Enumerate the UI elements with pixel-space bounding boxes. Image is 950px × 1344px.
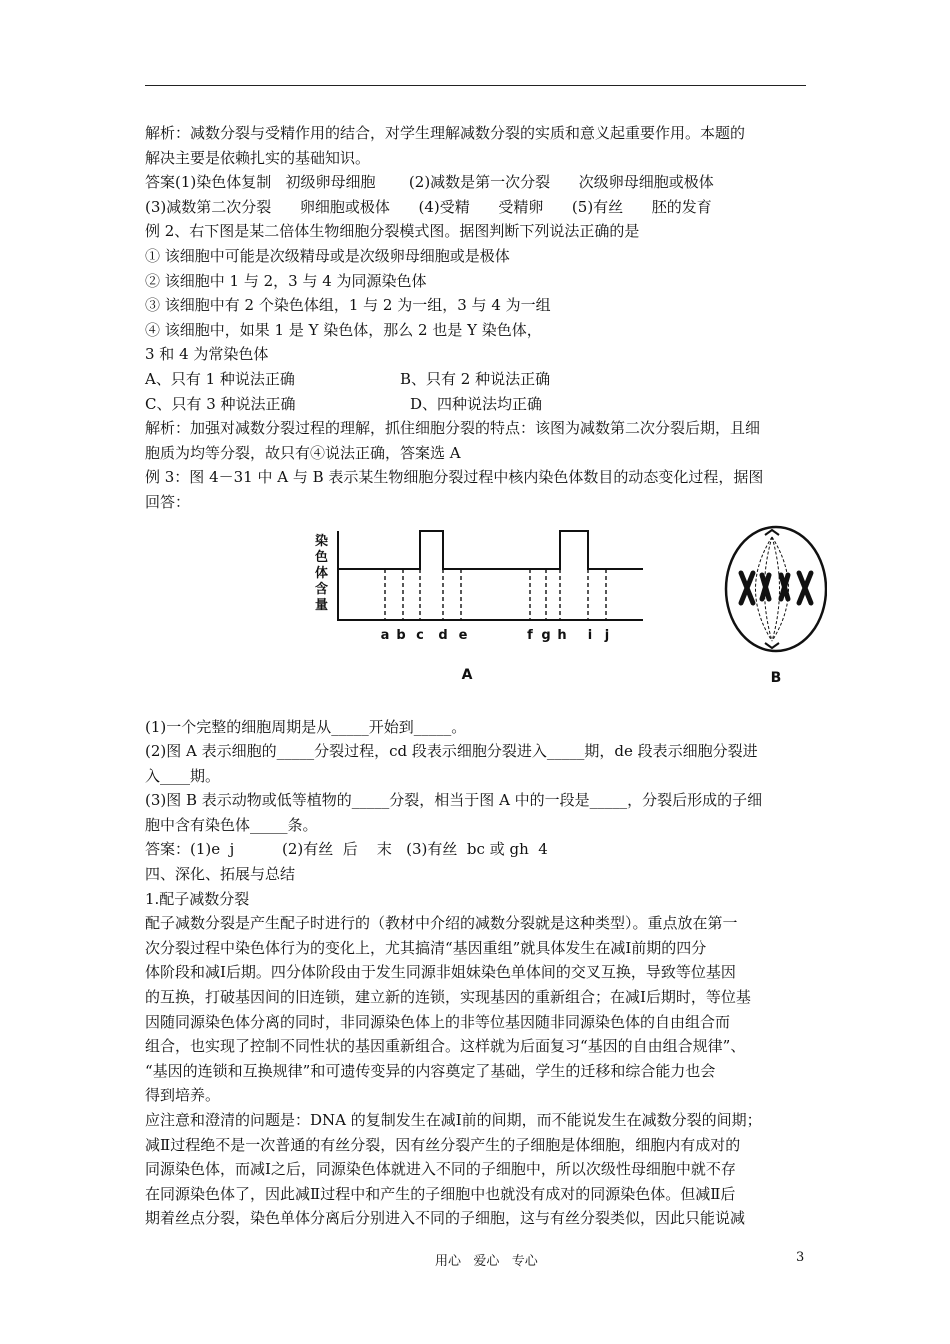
chromosome — [799, 573, 811, 603]
text-line: ④ 该细胞中，如果 1 是 Y 染色体，那么 2 也是 Y 染色体， — [145, 320, 542, 339]
figures — [145, 515, 809, 715]
text-line: 答案(1)染色体复制 初级卵母细胞 (2)减数是第一次分裂 次级卵母细胞或极体 — [145, 173, 714, 192]
text-line: 解决主要是依赖扎实的基础知识。 — [145, 148, 371, 167]
text-line: 体阶段和减Ⅰ后期。四分体阶段由于发生同源非姐妹染色单体间的交叉互换，导致等位基因 — [145, 963, 736, 982]
text-line: 次分裂过程中染色体行为的变化上，尤其搞清“基因重组”就具体发生在减Ⅰ前期的四分 — [145, 938, 707, 957]
figure-a-chromosome-graph — [293, 523, 643, 701]
centriole-bottom — [765, 643, 779, 648]
x-label: a — [380, 627, 390, 643]
text-line: 3 和 4 为常染色体 — [145, 345, 269, 364]
option-b: B、只有 2 种说法正确 — [400, 369, 551, 388]
ylabel-char: 含 — [315, 581, 329, 597]
x-label: e — [458, 627, 468, 643]
option-d: D、四种说法均正确 — [410, 394, 543, 413]
text-line: 同源染色体，而减Ⅰ之后，同源染色体就进入不同的子细胞中，所以次级性母细胞中就不存 — [145, 1160, 736, 1179]
cell-membrane — [726, 527, 826, 651]
option-c: C、只有 3 种说法正确 — [145, 394, 296, 413]
option-row — [145, 392, 809, 417]
text-line: “基因的连锁和互换规律”和可遗传变异的内容奠定了基础，学生的迁移和综合能力也会 — [145, 1061, 716, 1080]
text-line: (3)图 B 表示动物或低等植物的_____分裂，相当于图 A 中的一段是_____，分裂后形成的子细 — [145, 791, 763, 810]
text-line: 期着丝点分裂，染色单体分离后分别进入不同的子细胞，这与有丝分裂类似，因此只能说减 — [145, 1209, 746, 1228]
figure-a-label: A — [461, 666, 473, 683]
text-line: 配子减数分裂是产生配子时进行的（教材中介绍的减数分裂就是这种类型）。重点放在第一 — [145, 914, 738, 933]
text-line: (3)减数第二次分裂 卵细胞或极体 (4)受精 受精卵 (5)有丝 胚的发育 — [145, 197, 712, 216]
text-line: 在同源染色体了，因此减Ⅱ过程中和产生的子细胞中也就没有成对的同源染色体。但减Ⅱ后 — [145, 1184, 736, 1203]
text-line: 回答： — [145, 492, 191, 511]
x-label: g — [541, 627, 551, 643]
section-heading: 四、深化、拓展与总结 — [145, 865, 296, 884]
text-line: 入____期。 — [145, 766, 221, 785]
spindle-fiber — [772, 537, 780, 641]
text-line: ② 该细胞中 1 与 2，3 与 4 为同源染色体 — [145, 271, 427, 290]
text-line: 减Ⅱ过程绝不是一次普通的有丝分裂，因有丝分裂产生的子细胞是体细胞，细胞内有成对的 — [145, 1135, 741, 1154]
ylabel-char: 量 — [315, 597, 329, 613]
text-line: 应注意和澄清的问题是：DNA 的复制发生在减Ⅰ前的间期，而不能说发生在减数分裂的间期； — [145, 1111, 762, 1129]
text-line: 答案：(1)e j (2)有丝 后 末 (3)有丝 bc 或 gh 4 — [145, 840, 548, 859]
text-line: 因随同源染色体分离的同时，非同源染色体上的非等位基因随非同源染色体的自由组合而 — [145, 1012, 731, 1031]
x-label: d — [438, 627, 448, 643]
graph-line — [338, 531, 643, 569]
figure-b-cell-diagram — [717, 515, 827, 685]
text-line: 胞中含有染色体_____条。 — [145, 815, 318, 834]
ylabel-char: 染 — [315, 533, 329, 549]
text-line: 的互换，打破基因间的旧连锁，建立新的连锁，实现基因的重新组合；在减Ⅰ后期时，等位基 — [145, 988, 751, 1007]
footer-motto: 用心 爱心 专心 — [435, 1254, 538, 1269]
text-line: ① 该细胞中可能是次级精母或是次级卵母细胞或是极体 — [145, 246, 510, 265]
text-line: (1)一个完整的细胞周期是从_____开始到_____。 — [145, 717, 467, 736]
text-line: 胞质为均等分裂，故只有④说法正确，答案选 A — [145, 443, 461, 462]
header-rule — [145, 85, 806, 86]
option-row — [145, 367, 809, 392]
centriole-top — [765, 530, 779, 535]
text-line: 例 2、右下图是某二倍体生物细胞分裂模式图。据图判断下列说法正确的是 — [145, 222, 640, 241]
text-line: ③ 该细胞中有 2 个染色体组，1 与 2 为一组，3 与 4 为一组 — [145, 296, 551, 315]
x-label: h — [557, 627, 567, 643]
x-label: f — [527, 627, 533, 643]
chromosome — [781, 575, 788, 599]
text-line: 解析：加强对减数分裂过程的理解，抓住细胞分裂的特点：该图为减数第二次分裂后期，且细 — [145, 419, 761, 438]
text-line: (2)图 A 表示细胞的_____分裂过程，cd 段表示细胞分裂进入_____期，de 段表示细胞分裂进 — [145, 742, 758, 761]
ylabel-char: 体 — [315, 565, 329, 581]
text-line: 组合，也实现了控制不同性状的基因重新组合。这样就为后面复习“基因的自由组合规律”、 — [145, 1037, 746, 1056]
text-line: 得到培养。 — [145, 1086, 221, 1105]
axes — [338, 531, 643, 620]
subsection-heading: 1.配子减数分裂 — [145, 889, 250, 908]
x-label: i — [587, 627, 593, 643]
chromosome — [762, 575, 769, 599]
x-label: b — [396, 627, 406, 643]
x-label: c — [416, 627, 424, 643]
option-a: A、只有 1 种说法正确 — [145, 369, 295, 388]
text-line: 例 3：图 4－31 中 A 与 B 表示某生物细胞分裂过程中核内染色体数目的动态变化过程，据图 — [145, 468, 764, 487]
figure-b-label: B — [770, 669, 782, 685]
chromosome — [741, 573, 753, 603]
ylabel-char: 色 — [315, 549, 329, 565]
text-line: 解析：减数分裂与受精作用的结合，对学生理解减数分裂的实质和意义起重要作用。本题的 — [145, 124, 746, 142]
page-number: 3 — [796, 1250, 805, 1265]
page-body — [145, 121, 809, 1231]
x-label: j — [604, 627, 610, 643]
